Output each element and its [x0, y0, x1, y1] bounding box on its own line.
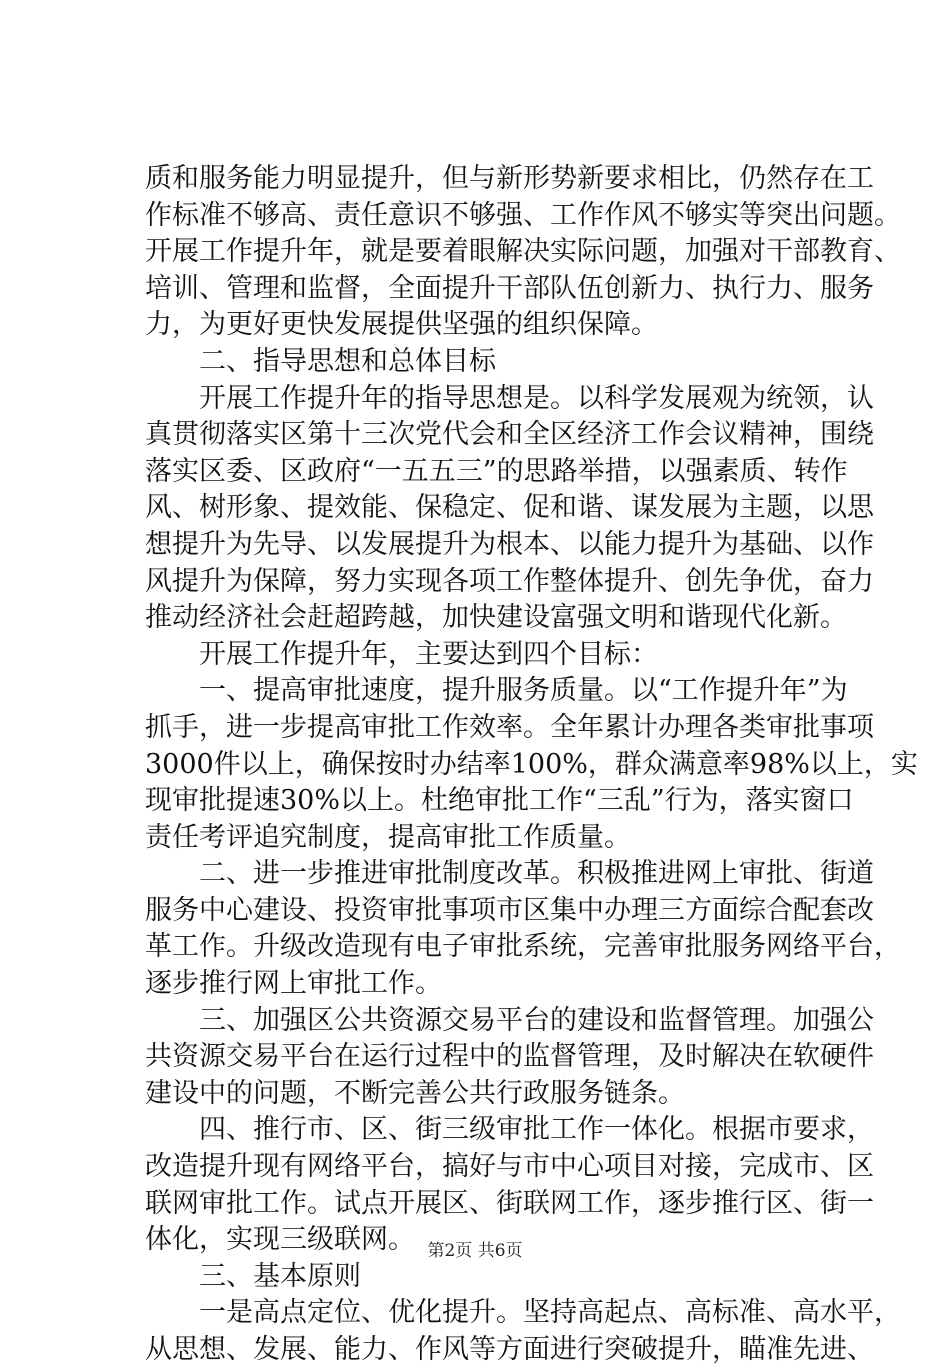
text-line: 从思想、发展、能力、作风等方面进行突破提升，瞄准先进、 — [145, 1334, 874, 1365]
text-line: 真贯彻落实区第十三次党代会和全区经济工作会议精神，围绕 — [145, 419, 874, 451]
text-line: 三、加强区公共资源交易平台的建设和监督管理。加强公 — [145, 1004, 874, 1036]
text-line: 体化，实现三级联网。 — [145, 1224, 415, 1256]
text-line: 逐步推行网上审批工作。 — [145, 968, 442, 1000]
text-line: 革工作。升级改造现有电子审批系统，完善审批服务网络平台， — [145, 931, 901, 963]
text-line: 落实区委、区政府“一五五三”的思路举措，以强素质、转作 — [145, 455, 848, 487]
text-line: 想提升为先导、以发展提升为根本、以能力提升为基础、以作 — [145, 528, 874, 560]
section-heading: 二、指导思想和总体目标 — [145, 345, 496, 377]
text-line: 建设中的问题，不断完善公共行政服务链条。 — [145, 1077, 685, 1109]
text-line: 培训、管理和监督，全面提升干部队伍创新力、执行力、服务 — [145, 272, 874, 304]
text-line: 抓手，进一步提高审批工作效率。全年累计办理各类审批事项 — [145, 711, 874, 743]
text-line: 开展工作提升年，就是要着眼解决实际问题，加强对干部教育、 — [145, 236, 901, 268]
text-line: 联网审批工作。试点开展区、街联网工作，逐步推行区、街一 — [145, 1187, 874, 1219]
text-line: 改造提升现有网络平台，搞好与市中心项目对接，完成市、区 — [145, 1151, 874, 1183]
text-line: 风提升为保障，努力实现各项工作整体提升、创先争优，奋力 — [145, 565, 874, 597]
text-line: 一是高点定位、优化提升。坚持高起点、高标准、高水平， — [145, 1297, 901, 1329]
section-heading: 三、基本原则 — [145, 1260, 361, 1292]
text-line: 服务中心建设、投资审批事项市区集中办理三方面综合配套改 — [145, 894, 874, 926]
page-number-footer: 第2页 共6页 — [427, 1241, 523, 1261]
text-line: 现审批提速30%以上。杜绝审批工作“三乱”行为，落实窗口 — [145, 785, 854, 817]
text-line: 一、提高审批速度，提升服务质量。以“工作提升年”为 — [145, 675, 848, 707]
text-line: 四、推行市、区、街三级审批工作一体化。根据市要求， — [145, 1114, 874, 1146]
text-line: 作标准不够高、责任意识不够强、工作作风不够实等突出问题。 — [145, 199, 901, 231]
text-line: 质和服务能力明显提升，但与新形势新要求相比，仍然存在工 — [145, 163, 874, 194]
text-line: 开展工作提升年的指导思想是。以科学发展观为统领，认 — [145, 382, 874, 414]
text-line: 风、树形象、提效能、保稳定、促和谐、谋发展为主题，以思 — [145, 492, 874, 524]
text-line: 力，为更好更快发展提供坚强的组织保障。 — [145, 309, 658, 341]
text-line: 推动经济社会赶超跨越，加快建设富强文明和谐现代化新。 — [145, 602, 847, 634]
text-line: 责任考评追究制度，提高审批工作质量。 — [145, 821, 631, 853]
text-line: 开展工作提升年，主要达到四个目标： — [145, 638, 658, 670]
text-line: 共资源交易平台在运行过程中的监督管理，及时解决在软硬件 — [145, 1041, 874, 1073]
text-line: 二、进一步推进审批制度改革。积极推进网上审批、街道 — [145, 858, 874, 890]
document-body — [145, 161, 918, 1369]
text-line: 3000件以上，确保按时办结率100%，群众满意率98%以上，实 — [145, 748, 918, 780]
